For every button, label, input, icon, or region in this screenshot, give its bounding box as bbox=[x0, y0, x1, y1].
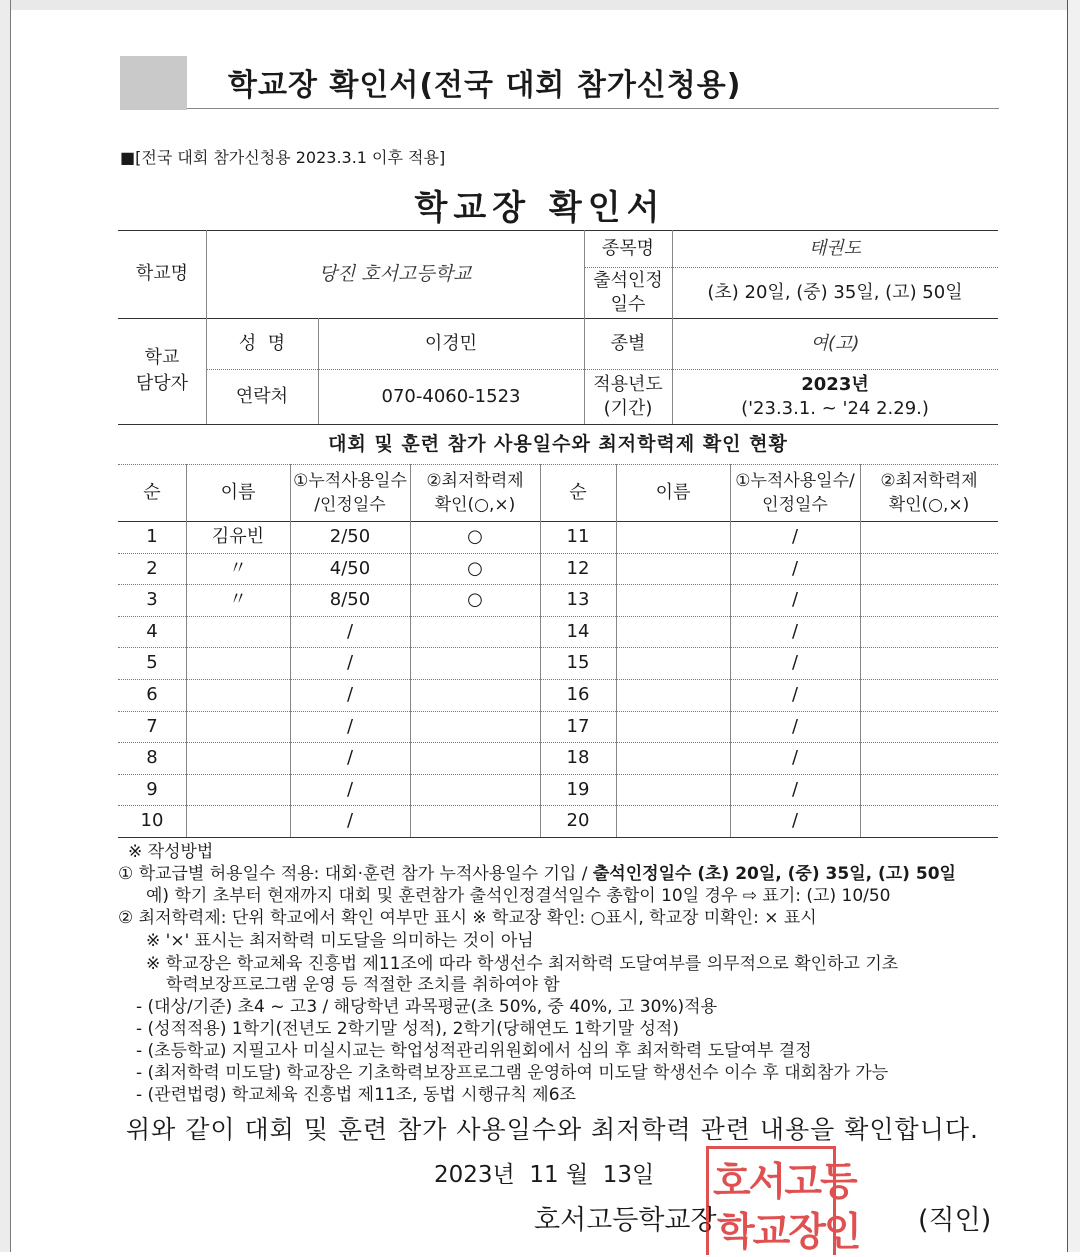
detail-2: - (성적적용) 1학기(전년도 2학기말 성적), 2학기(당해연도 1학기말 성적) bbox=[136, 1019, 679, 1039]
table-cell-days: / bbox=[791, 715, 799, 737]
col-min-header bbox=[410, 464, 540, 521]
note-1-bold: 출석인정일수 (초) 20일, (중) 35일, (고) 50일 bbox=[592, 864, 956, 884]
manager-label-line1: 학교 bbox=[144, 347, 180, 368]
table-cell-min bbox=[860, 774, 998, 805]
name-label: 성 명 bbox=[238, 332, 286, 354]
col-name-header: 이름 bbox=[220, 481, 256, 503]
event-label: 종목명 bbox=[601, 237, 655, 259]
table-cell-no: 14 bbox=[566, 620, 590, 642]
year-value bbox=[672, 369, 998, 424]
gender-label: 종별 bbox=[610, 332, 646, 354]
table-cell-min bbox=[860, 616, 998, 647]
table-cell-min bbox=[860, 553, 998, 584]
table-cell-no: 8 bbox=[146, 747, 158, 768]
name-value: 이경민 bbox=[424, 332, 478, 354]
col-days-header bbox=[290, 464, 410, 521]
manager-label-line2: 담당자 bbox=[135, 373, 189, 394]
note-1-example: 예) 학기 초부터 현재까지 대회 및 훈련참가 출석인정결석일수 총합이 10일 경우 ⇨ 표기: (고) 10/50 bbox=[146, 886, 891, 906]
table-cell-days: / bbox=[346, 778, 354, 800]
table-cell-days: 4/50 bbox=[329, 557, 371, 579]
table-cell-no: 12 bbox=[566, 557, 590, 579]
event-value: 태권도 bbox=[808, 237, 862, 259]
table-cell-min: ○ bbox=[467, 526, 483, 547]
rule bbox=[118, 837, 998, 838]
table-cell-days: / bbox=[791, 589, 799, 610]
official-seal-stamp bbox=[706, 1146, 860, 1255]
table-cell-no: 7 bbox=[146, 715, 158, 737]
col-min-line2: 확인(○,×) bbox=[434, 494, 516, 515]
col-no-header-right: 순 bbox=[569, 481, 587, 503]
table-cell-days: / bbox=[346, 652, 354, 673]
detail-5: - (관련법령) 학교체육 진흥법 제11조, 동법 시행규칙 제6조 bbox=[136, 1085, 576, 1105]
note-1-text: ① 학교급별 허용일수 적용: 대회·훈련 참가 누적사용일수 기입 / bbox=[118, 864, 593, 884]
attend-label bbox=[584, 267, 672, 318]
table-cell-no: 18 bbox=[566, 747, 590, 768]
issue-date: 2023년 11 월 13일 bbox=[434, 1162, 655, 1188]
table-cell-no: 20 bbox=[566, 810, 590, 831]
table-cell-no: 17 bbox=[566, 715, 590, 737]
table-cell-name bbox=[616, 584, 730, 616]
gender-value: 여(고) bbox=[810, 332, 860, 354]
table-cell-min bbox=[410, 647, 540, 679]
seal-label: (직인) bbox=[918, 1205, 992, 1236]
seal-text-line2: 학교장인 bbox=[717, 1210, 860, 1255]
header-shade-box bbox=[120, 56, 187, 110]
detail-1: - (대상/기준) 초4 ~ 고3 / 해당학년 과목평균(초 50%, 중 40%, 고 30%)적용 bbox=[136, 997, 718, 1017]
table-cell-name bbox=[616, 805, 730, 837]
confirmation-statement: 위와 같이 대회 및 훈련 참가 사용일수와 최저학력 관련 내용을 확인합니다. bbox=[126, 1115, 979, 1144]
table-cell-no: 4 bbox=[146, 620, 158, 642]
col-min-header-right bbox=[860, 464, 998, 521]
table-cell-min bbox=[410, 711, 540, 742]
table-cell-min bbox=[860, 521, 998, 553]
table-cell-min bbox=[860, 647, 998, 679]
col-min-line1: ②최저학력제 bbox=[426, 470, 524, 491]
page-top-edge bbox=[0, 0, 1080, 10]
table-cell-no: 5 bbox=[146, 652, 158, 673]
manager-label bbox=[118, 318, 206, 424]
col-days-right-line2: 인정일수 bbox=[762, 494, 828, 515]
table-cell-name: 〃 bbox=[229, 557, 247, 579]
note-3: ※ '×' 표시는 최저학력 미도달을 의미하는 것이 아님 bbox=[146, 931, 534, 951]
table-cell-no: 13 bbox=[566, 589, 590, 610]
table-cell-days: / bbox=[791, 778, 799, 800]
table-cell-name bbox=[616, 616, 730, 647]
table-cell-min: ○ bbox=[467, 557, 483, 579]
year-value-line1: 2023년 bbox=[801, 373, 869, 395]
table-cell-no: 15 bbox=[566, 652, 590, 673]
school-value: 당진 호서고등학교 bbox=[318, 263, 472, 285]
table-cell-days: / bbox=[346, 810, 354, 831]
table-cell-min bbox=[860, 742, 998, 774]
table-cell-name bbox=[186, 742, 290, 774]
col-days-right-line1: ①누적사용일수/ bbox=[735, 470, 855, 491]
note-1 bbox=[118, 864, 956, 885]
table-cell-name bbox=[616, 521, 730, 553]
table-cell-name bbox=[186, 679, 290, 711]
attend-value: (초) 20일, (중) 35일, (고) 50일 bbox=[707, 281, 963, 303]
detail-3: - (초등학교) 지필고사 미실시교는 학업성적관리위원회에서 심의 후 최저학력 도달여부 결정 bbox=[136, 1041, 812, 1061]
school-label: 학교명 bbox=[135, 263, 189, 284]
table-cell-name bbox=[186, 711, 290, 742]
table-cell-days: / bbox=[346, 620, 354, 642]
table-cell-name bbox=[616, 774, 730, 805]
table-cell-no: 6 bbox=[146, 684, 158, 705]
note-4b: 학력보장프로그램 운영 등 적절한 조치를 취하여야 함 bbox=[166, 975, 560, 995]
attend-label-line1: 출석인정 bbox=[593, 269, 663, 291]
col-no-header: 순 bbox=[143, 481, 161, 503]
col-days-header-right bbox=[730, 464, 860, 521]
table-cell-days: / bbox=[791, 526, 799, 547]
banner-title: 학교장 확인서(전국 대회 참가신청용) bbox=[228, 68, 742, 103]
year-label bbox=[584, 369, 672, 424]
table-cell-no: 19 bbox=[566, 778, 590, 800]
table-cell-min bbox=[410, 774, 540, 805]
table-cell-days: / bbox=[791, 557, 799, 579]
year-label-line2: (기간) bbox=[603, 397, 653, 419]
table-cell-no: 10 bbox=[140, 810, 164, 831]
table-cell-min bbox=[410, 679, 540, 711]
table-cell-no: 3 bbox=[146, 589, 158, 610]
table-cell-no: 2 bbox=[146, 557, 158, 579]
section-title: 대회 및 훈련 참가 사용일수와 최저학력제 확인 현황 bbox=[328, 433, 788, 455]
table-cell-days: / bbox=[791, 810, 799, 831]
applicability-note: ■[전국 대회 참가신청용 2023.3.1 이후 적용] bbox=[120, 148, 446, 167]
table-cell-name bbox=[616, 711, 730, 742]
seal-text-line1: 호서고등 bbox=[713, 1160, 856, 1205]
table-cell-days: / bbox=[791, 747, 799, 768]
table-cell-no: 1 bbox=[146, 526, 158, 547]
table-cell-min: ○ bbox=[467, 589, 483, 610]
table-cell-name bbox=[186, 805, 290, 837]
table-cell-days: 8/50 bbox=[329, 589, 371, 610]
document-title: 학교장 확인서 bbox=[414, 188, 666, 228]
table-cell-name: 〃 bbox=[229, 589, 247, 610]
col-days-line2: /인정일수 bbox=[314, 494, 386, 515]
table-cell-min bbox=[410, 616, 540, 647]
table-cell-name bbox=[186, 647, 290, 679]
detail-4: - (최저학력 미도달) 학교장은 기초학력보장프로그램 운영하여 미도달 학생선수 이수 후 대회참가 가능 bbox=[136, 1063, 889, 1083]
notes-heading: ※ 작성방법 bbox=[128, 842, 214, 862]
table-cell-no: 11 bbox=[566, 526, 590, 547]
table-cell-days: / bbox=[346, 684, 354, 705]
table-cell-min bbox=[860, 679, 998, 711]
year-value-line2: ('23.3.1. ~ '24 2.29.) bbox=[741, 397, 929, 419]
table-cell-min bbox=[410, 742, 540, 774]
table-cell-days: / bbox=[791, 684, 799, 705]
table-cell-name bbox=[616, 647, 730, 679]
header-rule bbox=[187, 108, 999, 109]
table-cell-min bbox=[410, 805, 540, 837]
table-cell-min bbox=[860, 584, 998, 616]
table-cell-days: / bbox=[791, 652, 799, 673]
note-4a: ※ 학교장은 학교체육 진흥법 제11조에 따라 학생선수 최저학력 도달여부를 의무적으로 확인하고 기초 bbox=[146, 954, 899, 974]
school-principal: 호서고등학교장 bbox=[534, 1205, 717, 1236]
table-cell-no: 9 bbox=[146, 778, 158, 800]
attend-label-line2: 일수 bbox=[610, 293, 646, 315]
table-cell-days: / bbox=[346, 747, 354, 768]
table-cell-name: 김유빈 bbox=[211, 526, 265, 547]
note-2: ② 최저학력제: 단위 학교에서 확인 여부만 표시 ※ 학교장 확인: ○표시, 학교장 미확인: × 표시 bbox=[118, 908, 817, 928]
table-cell-name bbox=[616, 742, 730, 774]
table-cell-name bbox=[616, 679, 730, 711]
table-cell-name bbox=[616, 553, 730, 584]
col-days-line1: ①누적사용일수 bbox=[293, 470, 407, 491]
year-label-line1: 적용년도 bbox=[593, 373, 663, 395]
col-min-right-line2: 확인(○,×) bbox=[888, 494, 970, 515]
table-cell-name bbox=[186, 616, 290, 647]
col-min-right-line1: ②최저학력제 bbox=[880, 470, 978, 491]
contact-label: 연락처 bbox=[235, 385, 289, 407]
table-cell-min bbox=[860, 805, 998, 837]
table-cell-name bbox=[186, 774, 290, 805]
table-cell-no: 16 bbox=[566, 684, 590, 705]
table-cell-days: / bbox=[346, 715, 354, 737]
col-name-header-right: 이름 bbox=[655, 481, 691, 503]
contact-value: 070-4060-1523 bbox=[381, 385, 521, 407]
table-cell-days: / bbox=[791, 620, 799, 642]
table-cell-min bbox=[860, 711, 998, 742]
table-cell-days: 2/50 bbox=[329, 526, 371, 547]
